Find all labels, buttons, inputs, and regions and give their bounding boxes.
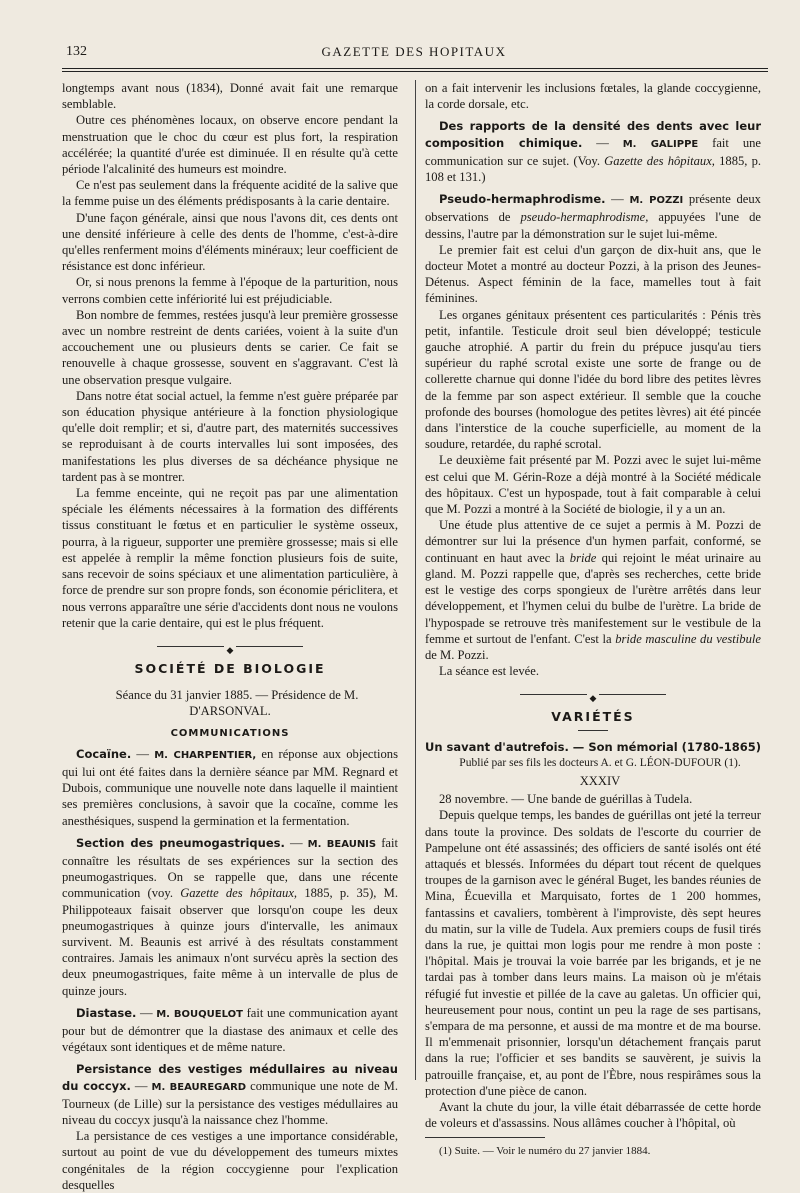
entry-text: appuyées l'une de dessins, l'autre par la démonstration sur le sujet lui-même. <box>425 210 761 241</box>
left-column <box>62 80 398 1193</box>
paragraph: Depuis quelque temps, les bandes de guérillas ont jeté la terreur dans toute la province. Des soldats de l'escorte du courrier de Pampelune ont été assassinés; des officiers de santé isolés ont été attaqués et blessés. Informées du départ tout récent de quelques troupes de la garnison avec le général Buget, les bandes réunies de Mina, Écuevilla et Marquisato, fortes de 1 200 hommes, fantassins et cavaliers, tombèrent à l'improviste, dès sept heures du matin, sur la ville de Tudela. Aux premiers coups de fusil tirés dans la rue, je quittai mon logis pour me rendre à mon poste : l'hôpital. Mais je trouvai la voie barrée par les brigands, et je ne tardai pas à tomber dans leurs mains. La maison où je m'étais réfugié fut investie et pillée de la cave au galetas. Un officier qui, heureusement pour nous, contint un peu la rage de ses partisans, s'empara de ma personne, et aussi de ma montre et de ma bourse. Il m'emmenait prisonnier, lorsqu'un détachement français parut dans la rue; l'officier et ses bandits se sauvèrent, je suivis la patrouille française, et, au pont de l'Èbre, nous respirâmes sous la protection d'une pièce de canon. <box>425 808 761 1098</box>
paragraph: Avant la chute du jour, la ville était débarrassée de cette horde de voleurs et d'assassins. Nous allâmes coucher à l'hôpital, où <box>425 1099 761 1131</box>
paragraph: La persistance de ces vestiges a une importance considérable, surtout au point de vue du développement des tumeurs mixtes congénitales de la région coccygienne pour l'explication desquelles <box>62 1129 398 1192</box>
paragraph: Bon nombre de femmes, restées jusqu'à leur première grossesse avec un nombre restreint de dents cariées, voient à la suite d'un accouchement une ou plusieurs dents se carier. Ce fait se renouvelle à chaque grossesse, souvent en s'aggravant. C'est là une observation presque vulgaire. <box>62 307 398 387</box>
paragraph: Les organes génitaux présentent ces particularités : Pénis très petit, infantile. Testicule droit seul bien développé; testicule gauche atrophié. A partir du frein du prépuce jusqu'au tiers supérieur du raphé scrotal existe une sorte de frange ou de collerette charnue qui donne l'idée du bord libre des petites lèvres de la femme par son aspect extérieur. Il semble que la couche profonde des bourses (homologue des petites lèvres) ait été pincée dans l'interstice de la couche superficielle, au moment de la soudure, retardée, du raphé scrotal. <box>425 307 761 452</box>
entry-author: M. POZZI <box>629 195 684 207</box>
entry-title: Cocaïne. <box>76 746 132 761</box>
entry-title: Persistance des vestiges médullaires au niveau du coccyx. <box>62 1062 398 1093</box>
emphasis: pseudo-hermaphrodisme, <box>520 210 649 225</box>
densite-entry: Des rapports de la densité des dents avec leur composition chimique. — M. GALIPPE fait une communication sur ce sujet. (Voy. Gazette des hôpitaux, 1885, p. 108 et 131.) <box>425 119 762 185</box>
footnote: (1) Suite. — Voir le numéro du 27 janvier 1884. <box>439 1145 651 1158</box>
entry-author: M. CHARPENTIER, <box>154 749 257 761</box>
header-rule-top <box>62 68 768 69</box>
paragraph: Outre ces phénomènes locaux, on observe encore pendant la menstruation que le choc du cœur est plus fort, la respiration accélérée; la quantité d'urée est diminuée. Il en résulte qu'à cette période l'alcalinité des humeurs est moindre. <box>62 113 398 177</box>
entry-author: M. BEAUNIS <box>307 838 377 850</box>
header-rule-bottom <box>62 71 768 72</box>
savant-heading <box>425 739 761 755</box>
text-run: Une étude plus attentive de ce sujet a permis à M. Pozzi de démontrer sur lui la présence d'un hymen parfait, conformé, se continuant en haut avec la <box>425 518 761 565</box>
entry-text: communique une note de M. Tourneux (de Lille) sur la persistance des vestiges médullaires au niveau du coccyx jusqu'à la naissance chez l'homme. <box>62 1078 399 1127</box>
footnote-rule <box>425 1137 545 1138</box>
entry-text: 1885, p. 108 et 131.) <box>425 153 762 185</box>
emphasis: bride masculine du vestibule <box>615 631 761 646</box>
entry-title: Section des pneumogastriques. <box>76 835 285 850</box>
paragraph: La femme enceinte, qui ne reçoit pas par une alimentation spéciale les éléments nécessaires à la formation des différents tissus constituant le fœtus et en particulier le système osseux, pourra, à la rigueur, supporter une première grossesse; mais si elle est appelée à remplir la même fonction plusieurs fois de suite, sans recevoir de soins spéciaux et une alimentation particulière, à force de prendre sur son propre fonds, son économie périclitera, et nous verrons apparaître une série d'accidents dont nous ne voulons retenir que la carie dentaire, qui est le plus fréquent. <box>62 486 398 630</box>
short-rule <box>578 730 608 731</box>
text-run: qui rejoint le méat urinaire au gland. M. Pozzi rappelle que, d'après ses recherches, cette bride est le vestige des corps spongieux de l'urètre arrêtés dans leur développement, et l'hymen celui du bulbe de l'urètre. La bride de l'hypospade se retrouve très manifestement sur le vestibule de la femme et surtout de l'enfant. C'est la <box>425 550 762 646</box>
entry-text: fait une communication ayant pour but de démontrer que la diastase des animaux et celle des végétaux sont identiques et de même nature. <box>62 1005 398 1055</box>
paragraph: longtemps avant nous (1834), Donné avait fait une remarque semblable. <box>62 81 398 112</box>
emphasis: bride <box>569 550 597 565</box>
communications-heading: COMMUNICATIONS <box>170 727 290 739</box>
entry-text: présente deux observations de <box>425 192 761 225</box>
paragraph: on a fait intervenir les inclusions fœtales, la glande coccygienne, la corde dorsale, etc. <box>425 81 761 112</box>
entry-text: en réponse aux objections qui lui ont été faites dans la dernière séance par MM. Regnard et Dubois, communique une nouvelle note dans laquelle il maintient ses premières conclusions, à savoir que la cocaïne, comme les anesthésiques, suspend la germination et la fermentation. <box>62 746 399 828</box>
entry-text: fait connaître les résultats de ses expériences sur la section des pneumogastriques. On se rappelle que, dans une récente communication (voy. <box>62 835 398 901</box>
persistance-entry: Persistance des vestiges médullaires au niveau du coccyx. — M. BEAUREGARD communique une note de M. Tourneux (de Lille) sur la persistance des vestiges médullaires au niveau du coccyx jusqu'à la naissance chez l'homme. <box>62 1062 399 1127</box>
column-divider <box>415 80 416 1080</box>
entry-title: Des rapports de la densité des dents avec leur composition chimique. <box>425 119 761 150</box>
pneumo-entry: Section des pneumogastriques. — M. BEAUNIS fait connaître les résultats de ses expériences sur la section des pneumogastriques. On se rappelle que, dans une récente communication (voy. Gazette des hôpitaux, 1885, p. 35), M. Philippoteaux faisait observer que lorsqu'on coupe les deux pneumogastriques à quinze jours d'intervalle, les animaux survivent. M. Beaunis est arrivé à des résultats constamment contraires. Jamais les animaux n'ont survécu après la section des deux pneumogastriques, faite même à un intervalle de plus de quinze jours. <box>62 835 399 998</box>
entry-author: M. BOUQUELOT <box>156 1008 243 1020</box>
entry-title: Pseudo-hermaphrodisme. <box>439 192 606 207</box>
paragraph: 28 novembre. — Une bande de guérillas à Tudela. <box>439 792 693 807</box>
entry-title: Diastase. <box>76 1005 137 1020</box>
journal-title: GAZETTE DES HOPITAUX <box>321 44 507 59</box>
text-run: de M. Pozzi. <box>425 647 489 662</box>
paragraph: D'une façon générale, ainsi que nous l'avons dit, ces dents ont une densité inférieure à celle des dents de l'homme, c'est-à-dire qu'elles renferment moins d'éléments minéraux; leur coefficient de résistance est donc inférieur. <box>62 210 398 274</box>
journal-ref: Gazette des hôpitaux, <box>604 153 715 168</box>
entry-author: M. GALIPPE <box>622 138 699 150</box>
seance-line: Séance du 31 janvier 1885. — Présidence de M. D'ARSONVAL. <box>115 688 359 719</box>
right-column <box>425 80 761 1158</box>
paragraph: Le premier fait est celui d'un garçon de dix-huit ans, que le docteur Motet a montré au docteur Pozzi, à la prison des Jeunes-Détenus. Aspect féminin de la face, mamelles tout à fait féminines. <box>425 242 761 306</box>
paragraph: Ce n'est pas seulement dans la fréquente acidité de la salive que la femme puise un des éléments prédisposants à la carie dentaire. <box>62 178 398 209</box>
article-title: Un savant d'autrefois. — Son mémorial (1780-1865) <box>425 739 761 754</box>
pseudo-entry: Pseudo-hermaphrodisme. — M. POZZI présente deux observations de pseudo-hermaphrodisme, appuyées l'une de dessins, l'autre par la démonstration sur le sujet lui-même. <box>425 192 761 241</box>
section-ornament: ◆ <box>62 641 398 651</box>
journal-ref: Gazette des hôpitaux, <box>180 886 298 901</box>
page-number: 132 <box>66 44 87 59</box>
cocaine-entry: Cocaïne. — M. CHARPENTIER, en réponse aux objections qui lui ont été faites dans la dernière séance par MM. Regnard et Dubois, communique une nouvelle note dans laquelle il maintient ses premières conclusions, à savoir que la cocaïne, comme les anesthésiques, suspend la germination et la fermentation. <box>62 746 399 828</box>
paragraph: Le deuxième fait présenté par M. Pozzi avec le sujet lui-même est celui que M. Gérin-Roze a déjà montré à la Société médicale des hôpitaux. C'est un hypospade, tout à fait comparable à celui que M. Pozzi a montré à la Société de biologie, il y a un an. <box>425 453 761 517</box>
entry-text: fait une communication sur ce sujet. (Voy. <box>425 135 761 168</box>
paragraph: La séance est levée. <box>439 664 539 679</box>
diastase-entry: Diastase. — M. BOUQUELOT fait une communication ayant pour but de démontrer que la diastase des animaux et celle des végétaux sont identiques et de même nature. <box>62 1005 398 1055</box>
paragraph <box>425 517 761 663</box>
page-header <box>62 44 766 64</box>
paragraph: Or, si nous prenons la femme à l'époque de la parturition, nous verrons combien cette infériorité lui est préjudiciable. <box>62 275 398 306</box>
entry-author: M. BEAUREGARD <box>151 1081 247 1093</box>
chapter-number: XXXIV <box>579 773 621 788</box>
section-ornament: ◆ <box>425 689 761 699</box>
entry-text: 1885, p. 35), M. Philippoteaux faisait observer que lorsqu'on coupe les deux pneumogastriques à quinze jours d'intervalle, les animaux survivent. M. Beaunis est arrivé à des résultats constamment contraires. Jamais les animaux n'ont survécu après la section des deux pneumogastriques, faite même à un intervalle de plus de quinze jours. <box>62 886 399 998</box>
publisher-line: Publié par ses fils les docteurs A. et G. LÉON-DUFOUR (1). <box>459 756 741 769</box>
paragraph: Dans notre état social actuel, la femme n'est guère préparée par son éducation physique antérieure à la fonction physiologique qu'elle doit remplir; et si, d'autre part, des maternités successives se reproduisant à de courts intervalles lui sont imposées, des manifestations les plus diverses de sa déchéance physique ne tardent pas à se montrer. <box>62 388 398 484</box>
section-title-societe: SOCIÉTÉ DE BIOLOGIE <box>134 660 326 676</box>
section-title-varietes: VARIÉTÉS <box>551 709 635 725</box>
